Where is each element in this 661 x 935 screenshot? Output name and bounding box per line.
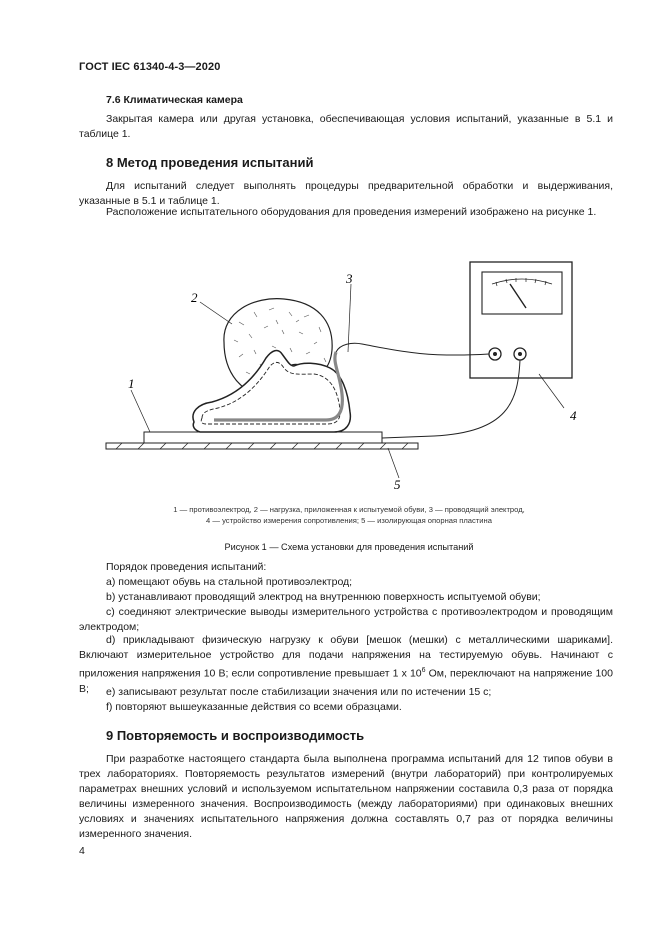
label-3: 3 (346, 271, 353, 286)
page-number: 4 (79, 845, 85, 857)
label-5: 5 (394, 477, 401, 492)
figure-title: Рисунок 1 — Схема установки для проведения испытаний (224, 542, 474, 552)
procedure-item-d-exponent: 6 (421, 667, 426, 674)
section-8-p1: Для испытаний следует выполнять процедуры предварительной обработки и выдерживания, указанные в 5.1 и таблице 1. (79, 180, 613, 207)
section-7-6-text: Закрытая камера или другая установка, обеспечивающая условия испытаний, указанные в 5.1 и таблице 1. (79, 113, 613, 140)
procedure-item-b: b) устанавливают проводящий электрод на внутреннюю поверхность испытуемой обуви; (106, 591, 541, 603)
wire-to-electrode (336, 343, 489, 355)
procedure-item-a: a) помещают обувь на стальной противоэлектрод; (106, 576, 353, 588)
procedure-item-f: f) повторяют вышеуказанные действия со всеми образцами. (106, 701, 402, 713)
figure-1-diagram (104, 262, 577, 494)
section-9-text: При разработке настоящего стандарта была выполнена программа испытаний для 12 типов обуви в трех лабораториях. Повторяемость результатов измерений (внутри лабораторий) при контролируемых параметрах внешних условий и используемом испытательном напряжении составила 0,3 раза от порядка величины измеренного значения. Воспроизводимость (между лабораториями) при одинаковых внешних условиях и значениях испытательного напряжения должна составлять 0,7 раз от порядка величины измеренного значения. (79, 753, 613, 840)
counter-electrode (144, 432, 382, 443)
document-header: ГОСТ IEC 61340-4-3—2020 (79, 61, 221, 73)
figure-caption-line-1: 1 — противоэлектрод, 2 — нагрузка, приложенная к испытуемой обуви, 3 — проводящий электрод, (173, 505, 525, 514)
section-8-title: 8 Метод проведения испытаний (106, 155, 314, 170)
label-2: 2 (191, 290, 198, 305)
procedure-item-d-text-end: Ом, переключают на напряжение 100 В; (79, 667, 613, 695)
figure-caption-line-2: 4 — устройство измерения сопротивления; 5 — изолирующая опорная пластина (206, 516, 492, 525)
procedure-item-e: e) записывают результат после стабилизации значения или по истечении 15 с; (106, 686, 492, 698)
label-1: 1 (128, 376, 135, 391)
section-9-title: 9 Повторяемость и воспроизводимость (106, 728, 365, 743)
section-8-p2: Расположение испытательного оборудования для проведения измерений изображено на рисунке 1. (106, 206, 597, 218)
section-7-6-title: 7.6 Климатическая камера (106, 94, 243, 106)
procedure-item-d-text: d) прикладывают физическую нагрузку к обуви [мешок (мешки) с металлическими шариками]. Включают измерительное устройство для подачи напряжения на тестируемую обувь. Начинают с приложения напряжения 10 В; если сопротивление превышает 1 х 10 (79, 634, 613, 680)
procedure-item-c: c) соединяют электрические выводы измерительного устройства с противоэлектродом и проводящим электродом; (79, 606, 613, 633)
resistance-meter (470, 262, 572, 378)
insulating-plate (106, 443, 418, 449)
label-4: 4 (570, 408, 577, 423)
procedure-intro: Порядок проведения испытаний: (106, 561, 267, 573)
